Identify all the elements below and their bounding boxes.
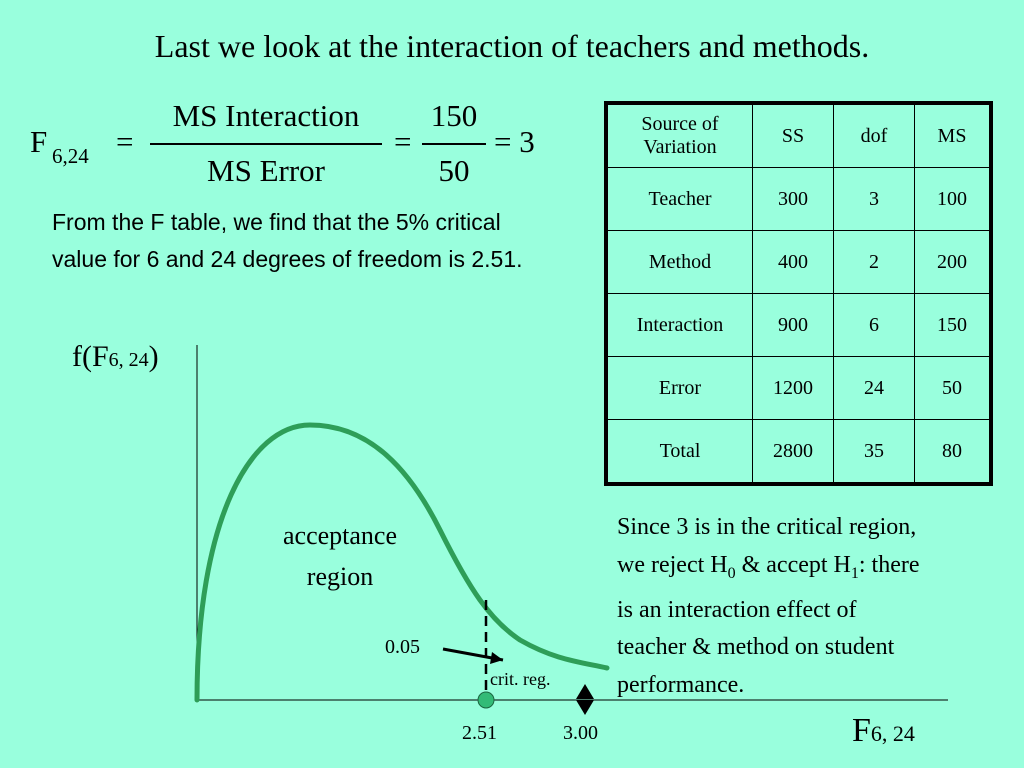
conclusion-line: teacher & method on student [617,634,895,661]
table-cell: Total [608,420,753,483]
numerator-label: MS Interaction [172,98,360,133]
header-source: Source of Variation [608,105,753,168]
table-cell: 35 [834,420,915,483]
table-cell: 200 [915,231,990,294]
table-cell: 2 [834,231,915,294]
critical-value-label: 2.51 [462,722,497,744]
table-cell: 50 [915,357,990,420]
denominator-label: MS Error [207,153,325,188]
table-cell: Teacher [608,168,753,231]
alpha-label: 0.05 [385,636,420,658]
header-ss: SS [753,105,834,168]
header-ms: MS [915,105,990,168]
header-dof: dof [834,105,915,168]
table-cell: Method [608,231,753,294]
conclusion-line: Since 3 is in the critical region, [617,514,917,540]
equals-sign-2: = [394,124,412,159]
table-cell: 400 [753,231,834,294]
x-axis-label: F6, 24 [852,712,915,749]
denominator-value: 50 [438,153,470,188]
table-cell: Interaction [608,294,753,357]
table-cell: 6 [834,294,915,357]
acceptance-region-label: acceptance region [282,521,397,591]
table-cell: 100 [915,168,990,231]
table-cell: 3 [834,168,915,231]
f-table-paragraph: From the F table, we find that the 5% critical value for 6 and 24 degrees of freedom is 2.51. [52,209,523,272]
conclusion-line: performance. [617,671,745,698]
table-cell: 300 [753,168,834,231]
conclusion-line: we reject $H_0$ & accept $H_1$: there [617,551,920,582]
alpha-arrowhead [490,652,503,664]
table-cell: 900 [753,294,834,357]
f-symbol: F [30,124,48,159]
conclusion-line: is an interaction effect of [617,596,857,623]
table-cell: 2800 [753,420,834,483]
table-cell: Error [608,357,753,420]
table-cell: 150 [915,294,990,357]
numerator-value: 150 [430,98,478,133]
table-cell: 24 [834,357,915,420]
table-cell: 80 [915,420,990,483]
equals-sign-1: = [116,124,134,159]
critical-region-label: crit. reg. [490,669,551,689]
critical-value-dot [478,692,494,708]
f-result: = 3 [494,124,535,159]
observed-value-label: 3.00 [563,722,598,744]
f-subscript: 6,24 [52,144,89,168]
table-cell: 1200 [753,357,834,420]
slide-title: Last we look at the interaction of teachers and methods. [154,28,870,64]
y-axis-label: f(F6, 24) [72,340,159,373]
